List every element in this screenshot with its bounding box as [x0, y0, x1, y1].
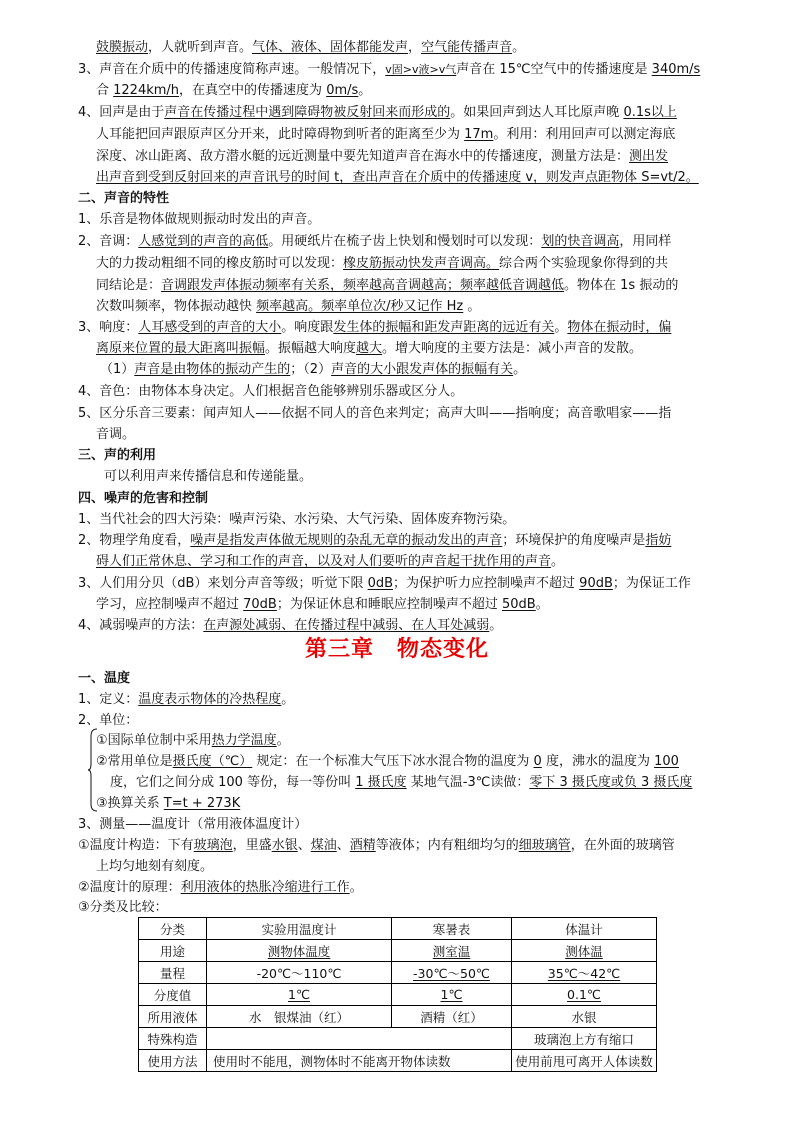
text-run: 离原来位置的最大距离叫振幅	[96, 341, 266, 356]
text-run: 1、当代社会的四大污染：噪声污染、水污染、大气污染、固体废弃物污染。	[78, 512, 516, 527]
text-run: 。如果回声到达人耳比原声晚	[450, 105, 624, 120]
text-run: 1、定义：	[78, 692, 139, 707]
text-line	[78, 510, 515, 530]
text-run: 0m/s	[326, 83, 359, 98]
text-run: 度，沸水的温度为	[541, 754, 655, 769]
text-run: 。增大响度的主要方法是：减小声音的发散。	[382, 341, 643, 356]
text-run: 3、响度：	[78, 320, 139, 335]
text-run: 70dB	[243, 597, 277, 612]
text-run: 次数叫频率，物体振动越快	[96, 299, 257, 314]
text-run: 人耳能把回声跟原声区分开来，此时障碍物到听者的距离至少为	[96, 127, 465, 142]
text-run: 煤油	[310, 838, 337, 853]
text-run: 出声音到受到反射回来的声音讯号的时间 t，查出声音在介质中的传播速度 v，则发声点距物体 S=vt/2。	[96, 170, 699, 185]
text-run: 1 摄氏度	[355, 775, 407, 790]
text-run: 摄氏度（℃）	[172, 754, 253, 769]
text-run: 。利用：利用回声可以测定海底	[493, 127, 676, 142]
text-run: （1）	[100, 362, 135, 377]
text-run: 100	[654, 754, 679, 769]
text-run: 规定：在一个标准大气压下冰水混合物的温度为	[252, 754, 534, 769]
table-header-cell: 体温计	[512, 918, 657, 940]
table-row	[139, 984, 657, 1006]
text-run: 零下 3 摄氏度或负 3 摄氏度	[529, 775, 693, 790]
text-run: 340m/s	[651, 62, 701, 77]
text-run: 碍人们正常休息、学习和工作的声音，以及对人们要听的声音起干扰作用的声音	[96, 554, 552, 569]
text-line	[96, 254, 668, 274]
text-line	[96, 552, 564, 572]
text-run: ，在外面的玻璃管	[570, 838, 675, 853]
text-run: 热力学温度	[211, 733, 277, 748]
text-run: 。	[554, 320, 568, 335]
text-run: 2、音调：	[78, 234, 139, 249]
text-run: 2、单位：	[78, 713, 139, 728]
text-run: 人耳感受到的声音的大小	[138, 320, 282, 335]
text-run: 气体、液体、固体都能发声	[252, 40, 409, 55]
text-run: 橡皮筋振动快发声音调高。	[343, 256, 500, 271]
text-run: 测量——温度计（常用液体温度计）	[99, 817, 308, 832]
text-run: 0dB	[367, 576, 394, 591]
text-run: 4、音色：由物体本身决定。人们根据音色能够辨别乐器或区分人。	[78, 384, 464, 399]
text-run: ；为保证工作	[612, 576, 691, 591]
text-line	[78, 382, 463, 402]
table-cell: 酒精（红）	[392, 1006, 512, 1028]
text-run: ③换算关系	[96, 796, 164, 811]
text-run: 。响度跟	[281, 320, 334, 335]
text-line	[78, 232, 671, 252]
text-run: 一、温度	[78, 671, 131, 686]
text-run: 利用液体的热胀冷缩进行工作	[180, 880, 350, 895]
text-run: 上均匀地刻有刻度。	[96, 859, 214, 874]
text-run: 0	[533, 754, 542, 769]
text-run: 。	[463, 299, 481, 314]
table-row	[139, 1006, 657, 1028]
table-cell: 水银	[512, 1006, 657, 1028]
section-heading	[78, 669, 130, 689]
text-line	[96, 125, 675, 145]
table-cell: 0.1℃	[512, 984, 657, 1006]
section-heading	[78, 446, 156, 466]
text-run: 划的快音调高	[541, 234, 620, 249]
table-cell: 使用前甩可离开人体读数	[512, 1050, 657, 1072]
text-run: 。振幅越大响度	[265, 341, 357, 356]
text-run: 合	[96, 83, 114, 98]
text-run: ；环境保护的角度噪声是	[502, 533, 646, 548]
text-run: 三、声的利用	[78, 448, 157, 463]
table-cell: 使用时不能甩，测物体时不能离开物体读数	[207, 1050, 512, 1072]
text-line	[96, 731, 290, 751]
text-run: 等液体；内有粗细均匀的	[375, 838, 519, 853]
text-run: 玻璃泡	[193, 838, 233, 853]
table-row	[139, 962, 657, 984]
table-cell: 1℃	[207, 984, 392, 1006]
text-run: 学习，应控制噪声不超过	[96, 597, 244, 612]
text-line	[96, 595, 549, 615]
text-run: 、	[336, 838, 350, 853]
table-cell: -30℃～50℃	[392, 962, 512, 984]
text-run: 可以利用声来传播信息和传递能量。	[104, 469, 313, 484]
text-run: 。物体在 1s 振动的	[564, 278, 679, 293]
text-run: 音调。	[96, 427, 136, 442]
thermometer-comparison-table	[138, 917, 657, 1072]
text-run: 。	[489, 618, 503, 633]
text-run: 人感觉到的声音的高低	[138, 234, 269, 249]
text-run: 5、区分乐音三要素：闻声知人——依据不同人的音色来判定；高声大叫——指响度；高音歌唱家——指	[78, 406, 672, 421]
table-cell: 测室温	[392, 940, 512, 962]
text-run: ②常用单位是	[96, 754, 173, 769]
table-cell: 特殊构造	[139, 1028, 207, 1050]
text-run: 。	[535, 597, 549, 612]
text-run: 。	[512, 40, 526, 55]
table-cell: 所用液体	[139, 1006, 207, 1028]
text-line	[78, 318, 671, 338]
text-run: 噪声是指发声体做无规则的杂乱无章的振动发出的声音	[190, 533, 503, 548]
text-run: Hz	[446, 299, 464, 314]
table-cell: 测体温	[512, 940, 657, 962]
text-run: 同结论是：	[96, 278, 162, 293]
text-run: 2、物理学角度看，	[78, 533, 191, 548]
text-line	[96, 276, 678, 296]
table-cell: 玻璃泡上方有缩口	[512, 1028, 657, 1050]
table-header-cell: 分类	[139, 918, 207, 940]
text-line	[78, 836, 675, 856]
text-line	[96, 297, 480, 317]
text-run: ；（2）	[290, 362, 332, 377]
text-line	[78, 815, 307, 835]
section-heading	[78, 189, 169, 209]
text-line	[100, 360, 526, 380]
text-run: 音调跟发声体振动频率有关系，频率越高音调越高；频率越低音调越低	[161, 278, 565, 293]
text-run: 深度、冰山距离、敌方潜水艇的远近测量中要先知道声音在海水中的传播速度，测量方法是：	[96, 149, 630, 164]
table-header-cell: 实验用温度计	[207, 918, 392, 940]
text-run: 4、回声是由于	[78, 105, 165, 120]
text-run: ，	[408, 40, 422, 55]
text-run: 频率越高。频率单位次/秒又记作	[256, 299, 447, 314]
table-cell: 测物体温度	[207, 940, 392, 962]
text-run: 。	[276, 733, 290, 748]
table-header-row	[139, 918, 657, 940]
text-run: 3、	[78, 817, 100, 832]
text-run: 。	[551, 554, 565, 569]
table-row	[139, 940, 657, 962]
table-cell: 量程	[139, 962, 207, 984]
text-run: 。	[513, 362, 527, 377]
text-run: 声音是由物体的振动产生的	[134, 362, 291, 377]
text-run: 3、人们用分贝（dB）来划分声音等级；听觉下限	[78, 576, 368, 591]
text-run: 。	[281, 692, 295, 707]
chapter-title: 第三章 物态变化	[304, 636, 489, 662]
text-line	[96, 794, 240, 814]
text-run: 在声源处减弱、在传播过程中减弱、在人耳处减弱	[203, 618, 490, 633]
text-run: 声音在传播过程中遇到障碍物被反射回来而形成的	[164, 105, 451, 120]
table-cell: 分度值	[139, 984, 207, 1006]
table-row	[139, 1050, 657, 1072]
text-line	[96, 857, 213, 877]
text-run: 1、乐音是物体做规则振动时发出的声音。	[78, 212, 321, 227]
table-row	[139, 1028, 657, 1050]
table-cell: 1℃	[392, 984, 512, 1006]
table-cell	[207, 1028, 512, 1050]
text-run: ，在真空中的传播速度为	[179, 83, 327, 98]
text-line	[78, 103, 677, 123]
text-run: 。	[349, 880, 363, 895]
text-run: 90dB	[579, 576, 613, 591]
text-run: T=t + 273K	[163, 796, 241, 811]
table-header-cell: 寒暑表	[392, 918, 512, 940]
text-run: 。用硬纸片在梳子齿上快划和慢划时可以发现：	[268, 234, 542, 249]
table-cell: 35℃～42℃	[512, 962, 657, 984]
text-run: 、	[297, 838, 311, 853]
text-line	[104, 467, 312, 487]
text-line	[110, 773, 692, 793]
text-run: ①国际单位制中采用	[96, 733, 212, 748]
text-run: ③分类及比较：	[78, 900, 168, 915]
text-run: ②温度计的原理：	[78, 880, 181, 895]
table-cell: -20℃～110℃	[207, 962, 392, 984]
text-run: 空气能传播声音	[421, 40, 513, 55]
text-run: 度，它们之间分成 100 等份，每一等份叫	[110, 775, 356, 790]
text-run: ，里盛	[232, 838, 272, 853]
text-run: ，人就听到声音。	[148, 40, 253, 55]
table-cell: 用途	[139, 940, 207, 962]
text-run: 四、噪声的危害和控制	[78, 491, 209, 506]
text-line	[78, 210, 320, 230]
text-line	[78, 898, 168, 918]
text-run: 水银	[271, 838, 298, 853]
text-line	[78, 878, 363, 898]
text-run: ①温度计构造：下有	[78, 838, 194, 853]
text-run: 4、减弱噪声的方法：	[78, 618, 204, 633]
text-line	[78, 690, 294, 710]
text-line	[96, 339, 642, 359]
section-heading	[78, 489, 208, 509]
text-run: 二、声音的特性	[78, 191, 170, 206]
text-run: 发生体的振幅和距发声距离的远近有关	[333, 320, 555, 335]
text-run: ，用同样	[619, 234, 672, 249]
table-cell: 水 银煤油（红）	[207, 1006, 392, 1028]
text-run: 温度表示物体的冷热程度	[138, 692, 282, 707]
text-line	[96, 425, 135, 445]
text-line	[78, 404, 671, 424]
text-run: 1224km/h	[113, 83, 180, 98]
text-run: 。	[358, 83, 372, 98]
text-run: 某地气温-3℃读做：	[406, 775, 530, 790]
text-run: 指妨	[645, 533, 672, 548]
text-line	[96, 38, 525, 58]
text-run: 50dB	[502, 597, 536, 612]
text-line	[96, 168, 699, 188]
text-run: 鼓膜振动	[96, 40, 149, 55]
text-run: 3、声音在介质中的传播速度简称声速。一般情况下，	[78, 62, 386, 77]
text-run: 大的力拨动粗细不同的橡皮筋时可以发现：	[96, 256, 344, 271]
text-run: ；为保证休息和睡眠应控制噪声不超过	[276, 597, 502, 612]
text-run: 17m	[464, 127, 494, 142]
text-run: 细玻璃管	[518, 838, 571, 853]
text-line	[96, 147, 668, 167]
text-run: ；为保护听力应控制噪声不超过	[393, 576, 580, 591]
text-run: 酒精	[349, 838, 376, 853]
text-line	[78, 60, 700, 80]
text-run: v固>v液>v气	[385, 63, 457, 76]
text-line	[96, 81, 371, 101]
text-run: 测出发	[629, 149, 669, 164]
text-line	[78, 531, 671, 551]
text-line	[78, 574, 691, 594]
text-line	[96, 752, 679, 772]
text-run: 声音在 15℃空气中的传播速度是	[456, 62, 652, 77]
text-run: 声音的大小跟发声体的振幅有关	[331, 362, 514, 377]
text-run: 0.1s以上	[623, 105, 677, 120]
text-run: 越大	[356, 341, 383, 356]
text-run: 综合两个实验现象你得到的共	[499, 256, 669, 271]
text-run: 物体在振动时，偏	[567, 320, 672, 335]
table-cell: 使用方法	[139, 1050, 207, 1072]
